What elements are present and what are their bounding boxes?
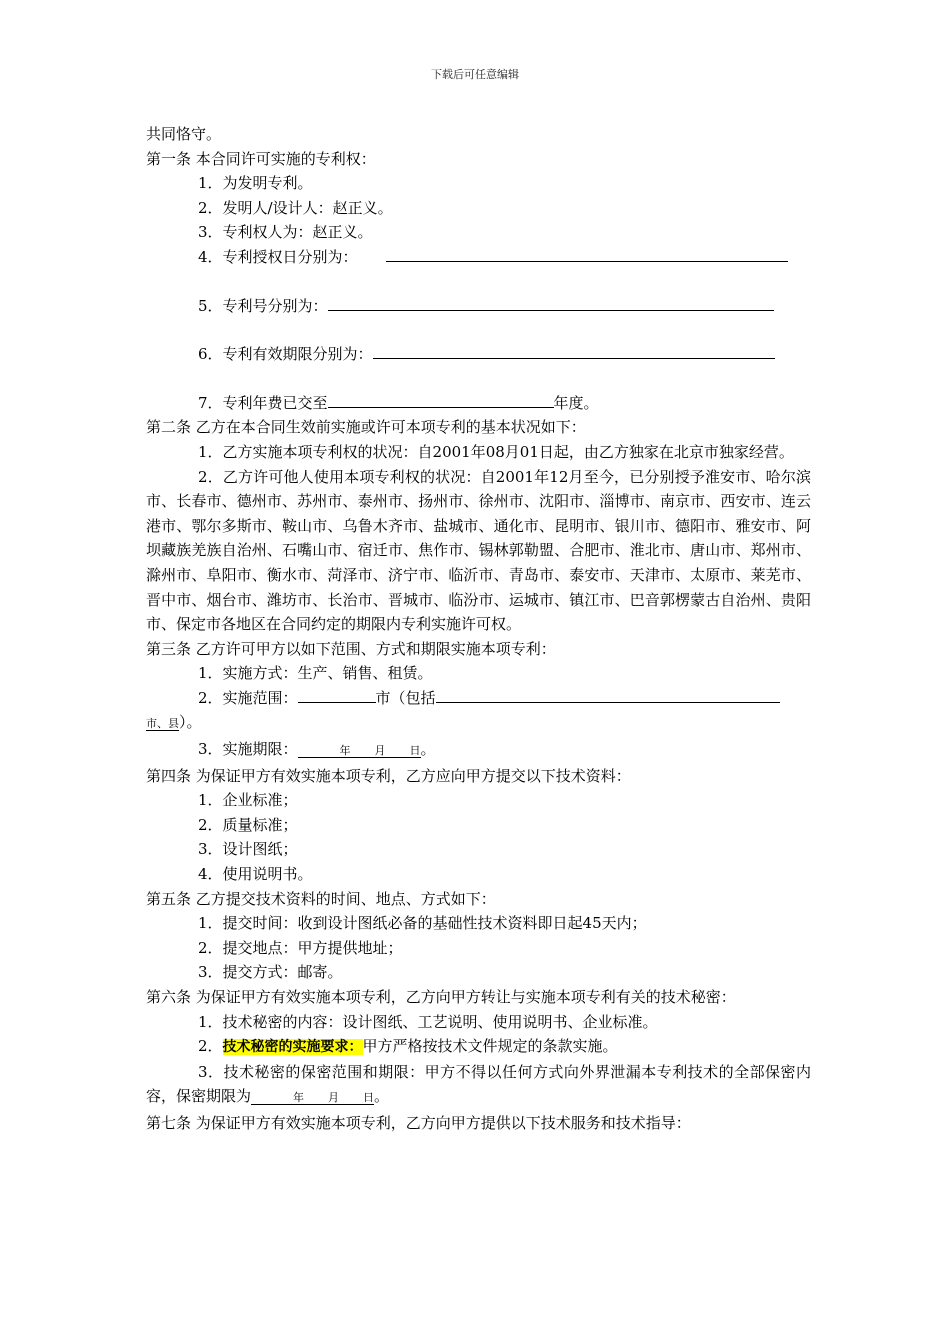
- term-year: 年: [339, 744, 351, 758]
- confidentiality-date-blank: [251, 1091, 374, 1105]
- article-2-heading: 第二条 乙方在本合同生效前实施或许可本项专利的基本状况如下：: [146, 418, 586, 437]
- list-item: 3．专利权人为：赵正义。: [198, 223, 373, 242]
- grant-date-blank: [386, 245, 788, 262]
- validity-label: 6．专利有效期限分别为：: [198, 345, 373, 364]
- article-5-heading: 第五条 乙方提交技术资料的时间、地点、方式如下：: [146, 889, 496, 908]
- term-month: 月: [374, 744, 386, 758]
- term-date-blank: [298, 744, 421, 758]
- list-item: 2．提交地点：甲方提供地址；: [198, 938, 403, 957]
- validity-blank: [373, 342, 775, 359]
- patent-number-label: 5．专利号分别为：: [198, 296, 328, 315]
- term-day: 日: [409, 744, 421, 758]
- list-item: [146, 245, 811, 270]
- list-item: 3．提交方式：邮寄。: [198, 963, 343, 982]
- list-item: [146, 686, 811, 711]
- list-item: 1．为发明专利。: [198, 174, 313, 193]
- scope-city-blank: [298, 686, 376, 703]
- page-header-note: 下载后可任意编辑: [431, 68, 519, 81]
- requirement-text: 甲方严格按技术文件规定的条款实施。: [362, 1037, 618, 1056]
- scope-include-blank: [436, 686, 780, 703]
- list-item: [146, 1060, 811, 1111]
- term-label: 3．实施期限：: [198, 740, 298, 759]
- list-item: 1．提交时间：收到设计图纸必备的基础性技术资料即日起45天内；: [198, 914, 647, 933]
- confidentiality-month: 月: [328, 1091, 340, 1105]
- confidentiality-end: 。: [374, 1087, 390, 1106]
- article-7-heading: 第七条 为保证甲方有效实施本项专利，乙方向甲方提供以下技术服务和技术指导：: [146, 1113, 691, 1132]
- list-item: [146, 1034, 811, 1060]
- list-item: 1．技术秘密的内容：设计图纸、工艺说明、使用说明书、企业标准。: [198, 1012, 658, 1031]
- scope-include-label: 市（包括: [375, 688, 436, 707]
- list-item: 2．质量标准；: [198, 815, 298, 834]
- confidentiality-year: 年: [293, 1091, 305, 1105]
- annual-fee-suffix: 年度。: [553, 393, 599, 412]
- item-number: 2．: [198, 1037, 223, 1056]
- grant-date-label: 4．专利授权日分别为：: [198, 247, 358, 266]
- list-item: 1．企业标准；: [198, 791, 298, 810]
- patent-number-blank: [328, 294, 774, 311]
- paragraph: 共同恪守。: [146, 125, 222, 143]
- contract-body: [146, 122, 811, 1136]
- list-item: [146, 342, 811, 367]
- list-item-continuation: [146, 710, 811, 737]
- article-1-heading: 第一条 本合同许可实施的专利权：: [146, 149, 376, 168]
- article-3-heading: 第三条 乙方许可甲方以如下范围、方式和期限实施本项专利：: [146, 639, 556, 658]
- list-item: [146, 391, 811, 416]
- list-item: [146, 294, 811, 319]
- article-4-heading: 第四条 为保证甲方有效实施本项专利，乙方应向甲方提交以下技术资料：: [146, 766, 631, 785]
- scope-close: ）。: [179, 713, 202, 732]
- term-end: 。: [420, 740, 436, 759]
- list-item: 1．实施方式：生产、销售、租赁。: [198, 664, 433, 683]
- scope-county-text: 市、县: [146, 717, 179, 731]
- confidentiality-text: 3．技术秘密的保密范围和期限：甲方不得以任何方式向外界泄漏本专利技术的全部保密内容，保密期限为: [146, 1062, 811, 1106]
- list-item: [146, 737, 811, 764]
- scope-label: 2．实施范围：: [198, 688, 298, 707]
- annual-fee-label: 7．专利年费已交至: [198, 393, 328, 412]
- list-item: 3．设计图纸；: [198, 840, 298, 859]
- list-item: 1．乙方实施本项专利权的状况：自2001年08月01日起，由乙方独家在北京市独家经营。: [198, 442, 794, 461]
- list-item: 4．使用说明书。: [198, 865, 313, 884]
- confidentiality-day: 日: [363, 1091, 375, 1105]
- annual-fee-blank: [328, 391, 554, 408]
- list-item: 2．发明人/设计人：赵正义。: [198, 198, 393, 217]
- article-6-heading: 第六条 为保证甲方有效实施本项专利，乙方向甲方转让与实施本项专利有关的技术秘密：: [146, 988, 736, 1006]
- list-item: 2．乙方许可他人使用本项专利权的状况：自2001年12月至今，已分别授予淮安市、哈尔滨市、长春市、德州市、苏州市、泰州市、扬州市、徐州市、沈阳市、淄博市、南京市、西安市、连云港市、鄂尔多斯市、鞍山市、乌鲁木齐市、盐城市、通化市、昆明市、银川市、德阳市、雅安市、阿坝藏族羌族自治州、石嘴山市、宿迁市、焦作市、锡林郭勒盟、合肥市、淮北市、唐山市、郑州市、滁州市、阜阳市、衡水市、菏泽市、济宁市、临沂市、青岛市、泰安市、天津市、太原市、莱芜市、晋中市、烟台市、潍坊市、长治市、晋城市、临汾市、运城市、镇江市、巴音郭楞蒙古自治州、贵阳市、保定市各地区在合同约定的期限内专利实施许可权。: [146, 467, 811, 634]
- highlighted-requirement-label: 技术秘密的实施要求：: [222, 1039, 363, 1056]
